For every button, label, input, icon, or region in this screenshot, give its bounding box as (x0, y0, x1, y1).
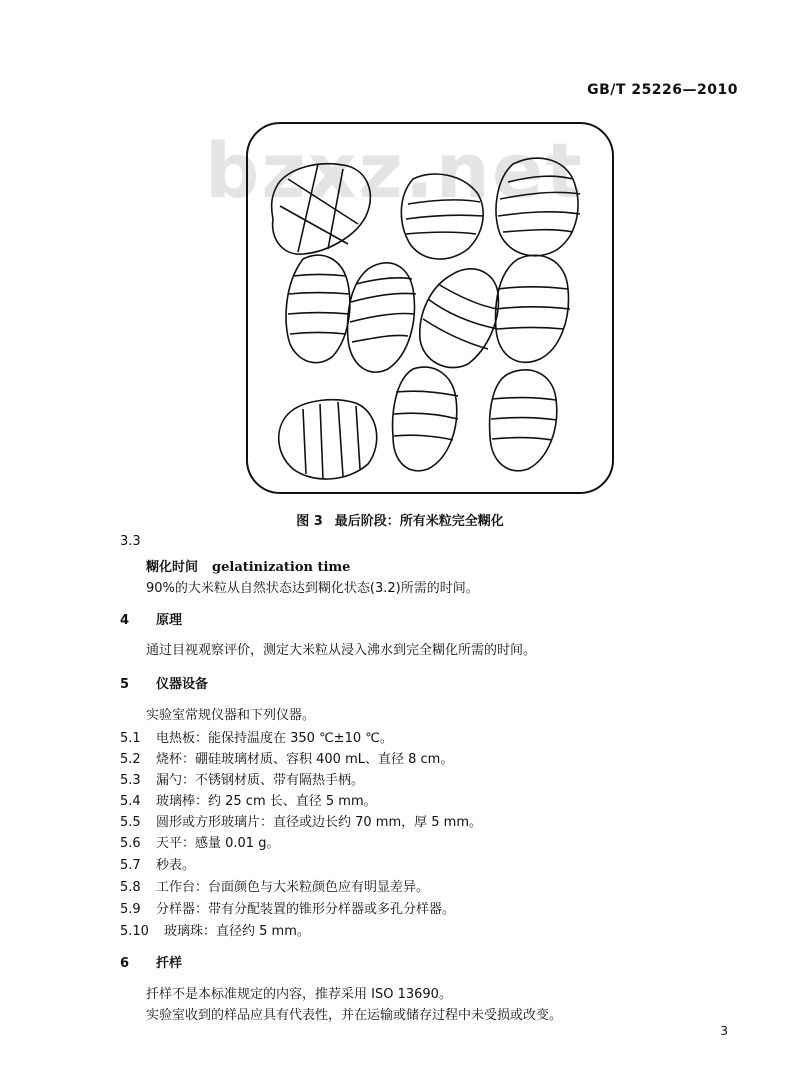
section-6-number: 6 (120, 956, 130, 971)
item-text: 漏勺：不锈钢材质、带有隔热手柄。 (156, 773, 365, 788)
figure-caption (0, 510, 800, 529)
section-4-number: 4 (120, 613, 130, 628)
section-4-title: 原理 (156, 613, 183, 628)
list-item (120, 920, 310, 939)
item-text: 秒表。 (156, 858, 196, 873)
term-definition: 90%的大米粒从自然状态达到糊化状态(3.2)所需的时间。 (146, 581, 479, 596)
item-number: 5.1 (120, 731, 141, 746)
rice-grain (420, 269, 499, 368)
figure-3-frame (246, 122, 614, 494)
rice-grain (279, 400, 377, 479)
page-number: 3 (720, 1024, 728, 1038)
section-5-heading (120, 673, 208, 692)
rice-grain (393, 367, 457, 471)
rice-grain (496, 158, 578, 256)
figure-caption-text: 最后阶段：所有米粒完全糊化 (334, 514, 504, 529)
section-6-heading (120, 952, 182, 971)
term-entry (146, 556, 350, 575)
list-item (120, 748, 453, 767)
item-number: 5.7 (120, 858, 141, 873)
item-number: 5.10 (120, 924, 149, 939)
list-item (120, 876, 429, 895)
item-number: 5.8 (120, 880, 141, 895)
section-4-heading (120, 609, 182, 628)
rice-grain (401, 174, 483, 259)
list-item (120, 898, 455, 917)
item-number: 5.4 (120, 794, 141, 809)
item-text: 电热板：能保持温度在 350 ℃±10 ℃。 (156, 731, 393, 746)
section-6-title: 扦样 (156, 956, 183, 971)
section-5-intro: 实验室常规仪器和下列仪器。 (146, 708, 316, 723)
term-cn: 糊化时间 (146, 560, 199, 575)
section-6-para-2: 实验室收到的样品应具有代表性，并在运输或储存过程中未受损或改变。 (146, 1008, 563, 1023)
item-text: 工作台：台面颜色与大米粒颜色应有明显差异。 (156, 880, 430, 895)
term-en: gelatinization time (212, 560, 351, 575)
list-item (120, 832, 279, 851)
item-text: 分样器：带有分配装置的锥形分样器或多孔分样器。 (156, 902, 456, 917)
list-item (120, 769, 364, 788)
item-number: 5.3 (120, 773, 141, 788)
section-6-para-1: 扦样不是本标准规定的内容，推荐采用 ISO 13690。 (146, 987, 452, 1002)
rice-grains-illustration (248, 124, 614, 494)
list-item (120, 727, 393, 746)
figure-label: 图 3 (296, 514, 323, 529)
item-text: 玻璃棒：约 25 cm 长、直径 5 mm。 (156, 794, 377, 809)
section-5-title: 仪器设备 (156, 677, 209, 692)
item-number: 5.5 (120, 815, 141, 830)
item-number: 5.6 (120, 836, 141, 851)
section-4-text: 通过目视观察评价，测定大米粒从浸入沸水到完全糊化所需的时间。 (146, 643, 537, 658)
item-text: 烧杯：硼硅玻璃材质、容积 400 mL、直径 8 cm。 (156, 752, 454, 767)
item-text: 天平：感量 0.01 g。 (156, 836, 280, 851)
item-number: 5.2 (120, 752, 141, 767)
section-3-3-number: 3.3 (120, 534, 141, 549)
list-item (120, 854, 195, 873)
rice-grain (286, 255, 350, 363)
list-item (120, 811, 482, 830)
item-text: 玻璃珠：直径约 5 mm。 (164, 924, 310, 939)
rice-grain (490, 370, 557, 471)
rice-grain (496, 255, 569, 362)
list-item (120, 790, 377, 809)
item-text: 圆形或方形玻璃片：直径或边长约 70 mm，厚 5 mm。 (156, 815, 482, 830)
standard-number: GB/T 25226—2010 (587, 82, 738, 98)
item-number: 5.9 (120, 902, 141, 917)
watermark: bzxz.net (205, 126, 584, 215)
section-5-number: 5 (120, 677, 130, 692)
